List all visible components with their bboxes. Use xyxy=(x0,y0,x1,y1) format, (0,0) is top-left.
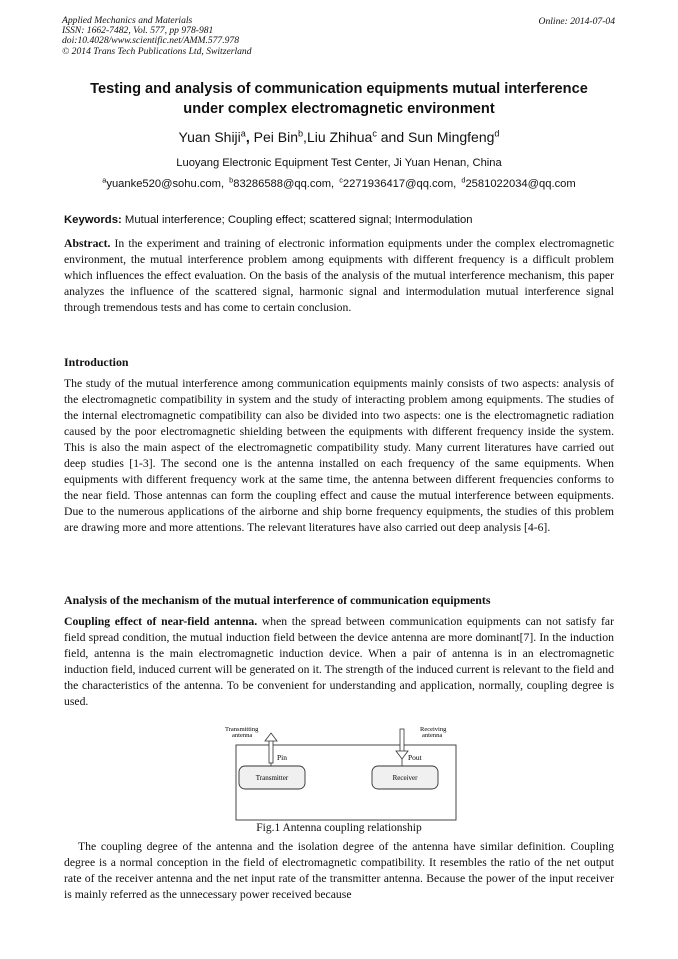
tx-antenna-label-1: Transmitting xyxy=(225,726,259,733)
pout-arrow xyxy=(396,729,408,759)
author-1: Yuan Shiji$^a$, xyxy=(178,128,254,145)
email-list xyxy=(40,175,638,190)
transmitter-label: Transmitter xyxy=(255,774,289,782)
pin-arrow xyxy=(265,733,277,763)
final-paragraph: The coupling degree of the antenna and the isolation degree of the antenna have similar definition. Coupling degree is a normal conception in the field of electromagnetic compatibility. It resembles the ratio of the net output rate of the receiver antenna and the net input rate of the transmitter antenna. Because the power of the input receiver is mainly referred as the unnecessary power received because xyxy=(64,840,614,901)
author-4: Sun Mingfeng$^d$ xyxy=(408,128,500,145)
abstract xyxy=(64,236,614,316)
author-list xyxy=(40,129,638,145)
introduction-paragraph: The study of the mutual interference among communication equipments mainly consists of two aspects: analysis of the electromagnetic compatibility in system and the study of interacting problem among equipments. The studies of the internal electromagnetic compatibility can also be divided into two aspects: one is the electromagnetic radiation caused by the poor electromagnetic shielding between the equipments with different frequency inside the system. This is also the main aspect of the electromagnetic compatibility study. Many current literatures have carried out deep studies [1-3]. The second one is the antenna installed on each frequency of the same equipments. When equipments with different frequency work at the same time, the antenna between different frequencies conforms to the near field. Those antennas can form the coupling effect and cause the mutual interference between equipments. Due to the numerous applications of the airborne and ship borne frequency equipments, the studies of this problem are drawing more and more attentions. The relevant literatures have also carried out deep analysis [4-6]. xyxy=(64,377,614,534)
pout-label: Pout xyxy=(408,753,422,762)
receiver-label: Receiver xyxy=(392,774,418,782)
author-2: Pei Bin$^b$, xyxy=(253,128,307,145)
abstract-text: In the experiment and training of electronic information equipments under the complex electromagnetic environment, the mutual interference problem among equipments with different frequency is a difficult problem which influences the effect evaluation. On the basis of the analysis of the mutual interference mechanism, this paper analyzes the influence of the scattered signal, harmonic signal and intermodulation mutual interference signal through tremendous tests and has come to certain conclusion. xyxy=(64,237,614,314)
doi-line: doi:10.4028/www.scientific.net/AMM.577.978 xyxy=(62,35,240,47)
tx-antenna-label-2: antenna xyxy=(232,732,253,739)
rx-antenna-label-1: Receiving xyxy=(420,726,447,733)
keywords xyxy=(64,214,473,226)
journal-name: Applied Mechanics and Materials xyxy=(62,15,193,26)
email-c[interactable]: $^c$2271936417@qq.com, xyxy=(339,175,460,190)
online-date: Online: 2014-07-04 xyxy=(538,16,615,27)
section-heading-analysis: Analysis of the mechanism of the mutual interference of communication equipments xyxy=(64,593,491,607)
keywords-label: Keywords: xyxy=(64,214,122,226)
journal-header xyxy=(62,16,252,57)
issn-line: ISSN: 1662-7482, Vol. 577, pp 978-981 xyxy=(62,25,214,37)
antenna-coupling-figure xyxy=(222,722,462,822)
affiliation: Luoyang Electronic Equipment Test Center, Ji Yuan Henan, China xyxy=(176,157,502,169)
paper-title xyxy=(40,80,638,119)
email-b[interactable]: $^b$83286588@qq.com, xyxy=(229,175,338,190)
abstract-label: Abstract. xyxy=(64,237,111,250)
rx-antenna-label-2: antenna xyxy=(422,732,443,739)
title-line-1: Testing and analysis of communication equipments mutual interference xyxy=(90,81,588,97)
pin-label: Pin xyxy=(277,753,288,762)
section-heading-introduction: Introduction xyxy=(64,355,129,369)
coupling-label: Coupling effect of near-field antenna. xyxy=(64,615,258,628)
email-a[interactable]: $^a$yuanke520@sohu.com, xyxy=(102,175,228,190)
author-3: Liu Zhihua$^c$ and xyxy=(306,128,409,145)
title-line-2: under complex electromagnetic environment xyxy=(183,100,495,117)
email-d[interactable]: $^d$2581022034@qq.com xyxy=(461,175,576,190)
figure-caption: Fig.1 Antenna coupling relationship xyxy=(256,822,422,834)
coupling-text: when the spread between communication equipments can not satisfy far field spread condition, the mutual induction field between the device antenna are more dominant[7]. In the induction field, antenna is the main electromagnetic induction device. When a pair of antenna is in an electromagnetic induction field, induced current will be generated on it. The strength of the induced current is relevant to the field and the characteristics of the antenna. To be convenient for understanding and application, normally, coupling degree is used. xyxy=(64,615,614,708)
coupling-paragraph xyxy=(64,614,614,710)
keywords-text: Mutual interference; Coupling effect; scattered signal; Intermodulation xyxy=(124,214,473,226)
copyright-line: © 2014 Trans Tech Publications Ltd, Switzerland xyxy=(62,45,252,57)
